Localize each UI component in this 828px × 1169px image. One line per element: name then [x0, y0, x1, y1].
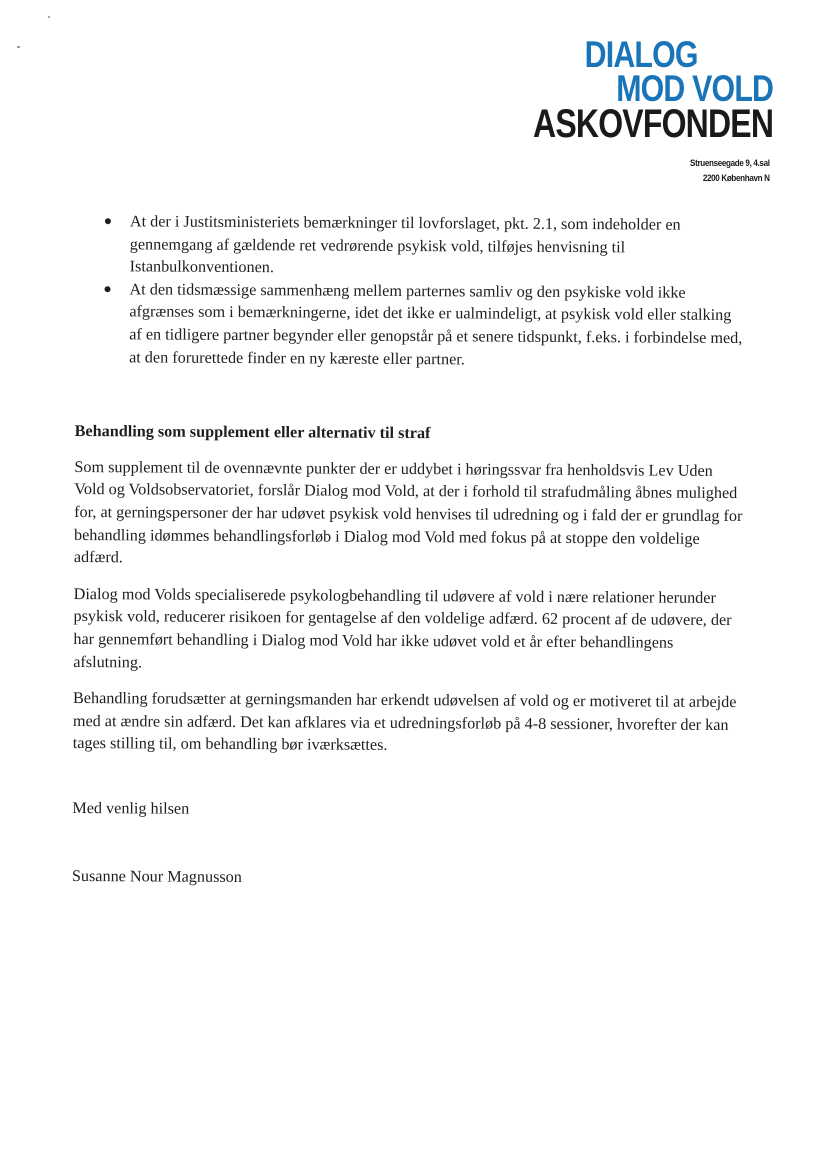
logo-line-mod-vold: MOD VOLD — [616, 68, 773, 110]
paragraph-specialiseret: Dialog mod Volds specialiserede psykologbehandling til udøvere af vold i nære relationer herunder psykisk vold, reducerer risikoen for gentagelse af den voldelige adfærd. 62 procent af de udøvere, der har gennemført behandling i Dialog mod Vold har ikke udøvet vold et år efter behandlingens afslutning. — [73, 584, 732, 671]
closing-salutation: Med venlig hilsen — [72, 798, 190, 818]
letter-body — [72, 210, 746, 892]
bullet-item-tidsmaessig: At den tidsmæssige sammenhæng mellem parternes samliv og den psykiske vold ikke afgrænses som i bemærkningerne, idet det ikke er ualmindeligt, at psykisk vold eller stalking af en tidligere partner begynder eller genopstår på et senere tidspunkt, f.eks. i forbindelse med, at den forurettede finder en ny kæreste eller partner. — [75, 278, 746, 372]
scan-speck — [48, 16, 50, 18]
scan-speck — [17, 46, 20, 48]
paragraph-forudsaetning: Behandling forudsætter at gerningsmanden har erkendt udøvelsen af vold og er motiveret til at arbejde med at ændre sin adfærd. Det kan afklares via et udredningsforløb på 4-8 sessioner, hvorefter der kan tages stilling til, om behandling bør iværksættes. — [72, 689, 737, 755]
bullet-item-istanbul: At der i Justitsministeriets bemærkninger til lovforslaget, pkt. 2.1, som indeholder en gennemgang af gældende ret vedrørende psykisk vold, tilføjes henvisning til Istanbulkonventionen. — [76, 210, 746, 282]
signature-name: Susanne Nour Magnusson — [71, 867, 242, 887]
address-city: 2200 København N — [703, 173, 770, 184]
logo-line-dialog: DIALOG — [584, 34, 698, 75]
section-heading: Behandling som supplement eller alternativ til straf — [74, 422, 431, 443]
address-street: Struenseegade 9, 4.sal — [690, 158, 770, 169]
logo-line-askovfonden: ASKOVFONDEN — [532, 102, 773, 147]
bullet-list — [75, 210, 746, 372]
paragraph-supplement: Som supplement til de ovennævnte punkter der er uddybet i høringssvar fra henholdsvis Lev Uden Vold og Voldsobservatoriet, forslår Dialog mod Vold, at der i forhold til strafudmåling åbnes mulighed for, at gerningspersoner der har udøvet psykisk vold henvises til udredning og i fald der er grundlag for behandling idømmes behandlingsforløb i Dialog mod Vold med fokus på at stoppe den voldelige adfærd. — [73, 457, 743, 567]
dialog-mod-vold-logo — [473, 34, 773, 147]
sender-address — [676, 156, 770, 186]
